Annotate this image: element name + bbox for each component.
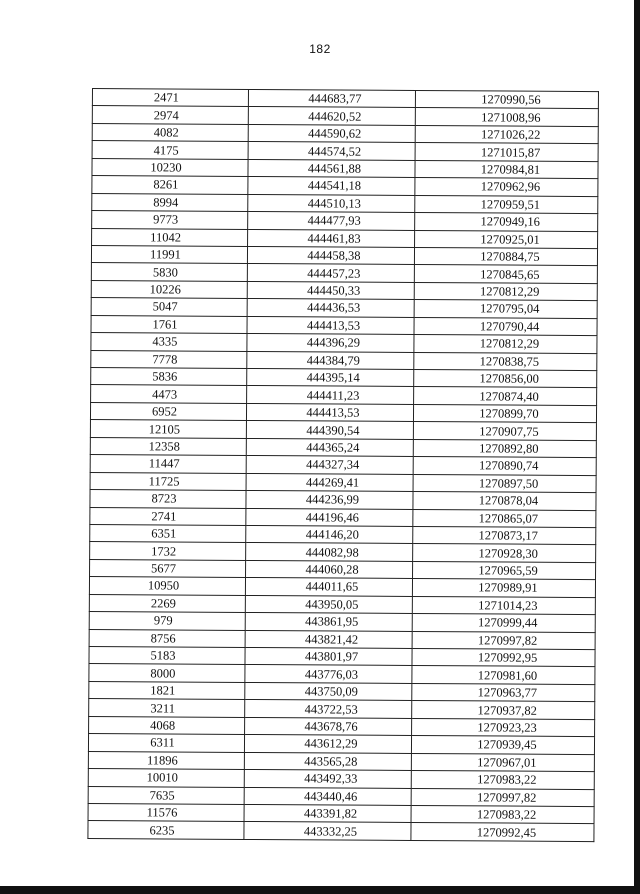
point-number-cell: 1761: [91, 315, 247, 333]
x-coordinate-cell: 443750,09: [245, 682, 412, 700]
point-number-cell: 2974: [92, 106, 248, 124]
y-coordinate-cell: 1271015,87: [415, 143, 598, 162]
point-number-cell: 5047: [91, 298, 247, 316]
point-number-cell: 11725: [90, 472, 246, 490]
table-row: [88, 821, 594, 842]
y-coordinate-cell: 1270907,75: [413, 422, 596, 441]
x-coordinate-cell: 444395,14: [247, 368, 414, 386]
y-coordinate-cell: 1270899,70: [413, 404, 596, 423]
point-number-cell: 4068: [89, 716, 245, 734]
x-coordinate-cell: 444327,34: [246, 456, 413, 474]
point-number-cell: 10010: [88, 769, 244, 787]
point-number-cell: 9773: [92, 211, 248, 229]
x-coordinate-cell: 444561,88: [248, 159, 415, 177]
point-number-cell: 1732: [90, 542, 246, 560]
x-coordinate-cell: 444450,33: [247, 281, 414, 299]
x-coordinate-cell: 444196,46: [246, 508, 413, 526]
x-coordinate-cell: 444541,18: [248, 177, 415, 195]
y-coordinate-cell: 1270890,74: [413, 457, 596, 476]
x-coordinate-cell: 443776,03: [245, 665, 412, 683]
x-coordinate-cell: 443821,42: [245, 630, 412, 648]
y-coordinate-cell: 1270999,44: [412, 614, 595, 633]
y-coordinate-cell: 1270997,82: [411, 788, 594, 807]
y-coordinate-cell: 1270845,65: [414, 265, 597, 284]
point-number-cell: 2269: [89, 594, 245, 612]
page-number: 182: [309, 42, 331, 56]
point-number-cell: 11576: [88, 803, 244, 821]
y-coordinate-cell: 1270937,82: [412, 701, 595, 720]
x-coordinate-cell: 443492,33: [244, 770, 411, 788]
point-number-cell: 11447: [90, 455, 246, 473]
point-number-cell: 5677: [90, 559, 246, 577]
point-number-cell: 6952: [90, 402, 246, 420]
coordinates-table-wrapper: [87, 88, 598, 842]
y-coordinate-cell: 1270874,40: [414, 387, 597, 406]
y-coordinate-cell: 1270795,04: [414, 300, 597, 319]
y-coordinate-cell: 1270989,91: [412, 579, 595, 598]
point-number-cell: 4082: [92, 123, 248, 141]
y-coordinate-cell: 1270992,95: [412, 648, 595, 667]
y-coordinate-cell: 1270983,22: [411, 771, 594, 790]
x-coordinate-cell: 444510,13: [248, 194, 415, 212]
point-number-cell: 10226: [91, 280, 247, 298]
y-coordinate-cell: 1270967,01: [411, 753, 594, 772]
x-coordinate-cell: 444082,98: [246, 543, 413, 561]
x-coordinate-cell: 443861,95: [245, 613, 412, 631]
x-coordinate-cell: 444574,52: [248, 142, 415, 160]
point-number-cell: 11991: [91, 245, 247, 263]
y-coordinate-cell: 1270897,50: [413, 474, 596, 493]
x-coordinate-cell: 444590,62: [248, 124, 415, 142]
y-coordinate-cell: 1270838,75: [414, 352, 597, 371]
y-coordinate-cell: 1270928,30: [413, 544, 596, 563]
x-coordinate-cell: 444384,79: [247, 351, 414, 369]
point-number-cell: 4175: [92, 141, 248, 159]
x-coordinate-cell: 443722,53: [245, 700, 412, 718]
point-number-cell: 12105: [90, 420, 246, 438]
point-number-cell: 7635: [88, 786, 244, 804]
y-coordinate-cell: 1270992,45: [411, 823, 594, 842]
point-number-cell: 3211: [89, 699, 245, 717]
y-coordinate-cell: 1270984,81: [415, 160, 598, 179]
x-coordinate-cell: 444411,23: [247, 386, 414, 404]
x-coordinate-cell: 444620,52: [248, 107, 415, 125]
y-coordinate-cell: 1270963,77: [412, 683, 595, 702]
y-coordinate-cell: 1270939,45: [411, 736, 594, 755]
x-coordinate-cell: 443612,29: [244, 735, 411, 753]
point-number-cell: 7778: [91, 350, 247, 368]
y-coordinate-cell: 1270990,56: [415, 90, 598, 109]
x-coordinate-cell: 443950,05: [245, 595, 412, 613]
y-coordinate-cell: 1270962,96: [415, 178, 598, 197]
point-number-cell: 979: [89, 612, 245, 630]
x-coordinate-cell: 444396,29: [247, 334, 414, 352]
y-coordinate-cell: 1270925,01: [415, 230, 598, 249]
point-number-cell: 11042: [92, 228, 248, 246]
coordinates-table: [87, 88, 599, 842]
point-number-cell: 1821: [89, 681, 245, 699]
x-coordinate-cell: 443332,25: [244, 822, 411, 840]
point-number-cell: 5836: [91, 367, 247, 385]
x-coordinate-cell: 444060,28: [246, 560, 413, 578]
x-coordinate-cell: 444011,65: [245, 578, 412, 596]
y-coordinate-cell: 1270983,22: [411, 805, 594, 824]
x-coordinate-cell: 443565,28: [244, 752, 411, 770]
x-coordinate-cell: 444683,77: [248, 89, 415, 107]
point-number-cell: 8723: [90, 490, 246, 508]
y-coordinate-cell: 1270790,44: [414, 317, 597, 336]
y-coordinate-cell: 1270949,16: [415, 213, 598, 232]
y-coordinate-cell: 1270997,82: [412, 631, 595, 650]
x-coordinate-cell: 444269,41: [246, 473, 413, 491]
x-coordinate-cell: 444477,93: [248, 212, 415, 230]
y-coordinate-cell: 1271026,22: [415, 125, 598, 144]
point-number-cell: 2741: [90, 507, 246, 525]
y-coordinate-cell: 1270884,75: [414, 247, 597, 266]
point-number-cell: 2471: [92, 89, 248, 107]
x-coordinate-cell: 444413,53: [247, 316, 414, 334]
point-number-cell: 5183: [89, 646, 245, 664]
y-coordinate-cell: 1271014,23: [412, 596, 595, 615]
y-coordinate-cell: 1270965,59: [413, 561, 596, 580]
y-coordinate-cell: 1271008,96: [415, 108, 598, 127]
x-coordinate-cell: 444413,53: [246, 403, 413, 421]
point-number-cell: 8000: [89, 664, 245, 682]
x-coordinate-cell: 444365,24: [246, 438, 413, 456]
y-coordinate-cell: 1270878,04: [413, 492, 596, 511]
x-coordinate-cell: 444146,20: [246, 525, 413, 543]
x-coordinate-cell: 443440,46: [244, 787, 411, 805]
y-coordinate-cell: 1270923,23: [412, 718, 595, 737]
x-coordinate-cell: 443391,82: [244, 804, 411, 822]
y-coordinate-cell: 1270856,00: [414, 369, 597, 388]
point-number-cell: 10950: [89, 577, 245, 595]
point-number-cell: 11896: [88, 751, 244, 769]
y-coordinate-cell: 1270865,07: [413, 509, 596, 528]
point-number-cell: 6351: [90, 524, 246, 542]
x-coordinate-cell: 444458,38: [247, 246, 414, 264]
point-number-cell: 12358: [90, 437, 246, 455]
point-number-cell: 8994: [92, 193, 248, 211]
y-coordinate-cell: 1270812,29: [414, 282, 597, 301]
x-coordinate-cell: 444236,99: [246, 491, 413, 509]
x-coordinate-cell: 443801,97: [245, 647, 412, 665]
y-coordinate-cell: 1270892,80: [413, 439, 596, 458]
point-number-cell: 8261: [92, 176, 248, 194]
x-coordinate-cell: 444390,54: [246, 421, 413, 439]
point-number-cell: 6311: [88, 734, 244, 752]
x-coordinate-cell: 444457,23: [247, 264, 414, 282]
point-number-cell: 6235: [88, 821, 244, 839]
y-coordinate-cell: 1270812,29: [414, 335, 597, 354]
x-coordinate-cell: 444436,53: [247, 299, 414, 317]
point-number-cell: 5830: [91, 263, 247, 281]
x-coordinate-cell: 444461,83: [248, 229, 415, 247]
y-coordinate-cell: 1270981,60: [412, 666, 595, 685]
y-coordinate-cell: 1270873,17: [413, 526, 596, 545]
coordinates-table-body: [88, 89, 599, 842]
point-number-cell: 10230: [92, 158, 248, 176]
point-number-cell: 4473: [91, 385, 247, 403]
point-number-cell: 4335: [91, 333, 247, 351]
y-coordinate-cell: 1270959,51: [415, 195, 598, 214]
x-coordinate-cell: 443678,76: [245, 717, 412, 735]
point-number-cell: 8756: [89, 629, 245, 647]
